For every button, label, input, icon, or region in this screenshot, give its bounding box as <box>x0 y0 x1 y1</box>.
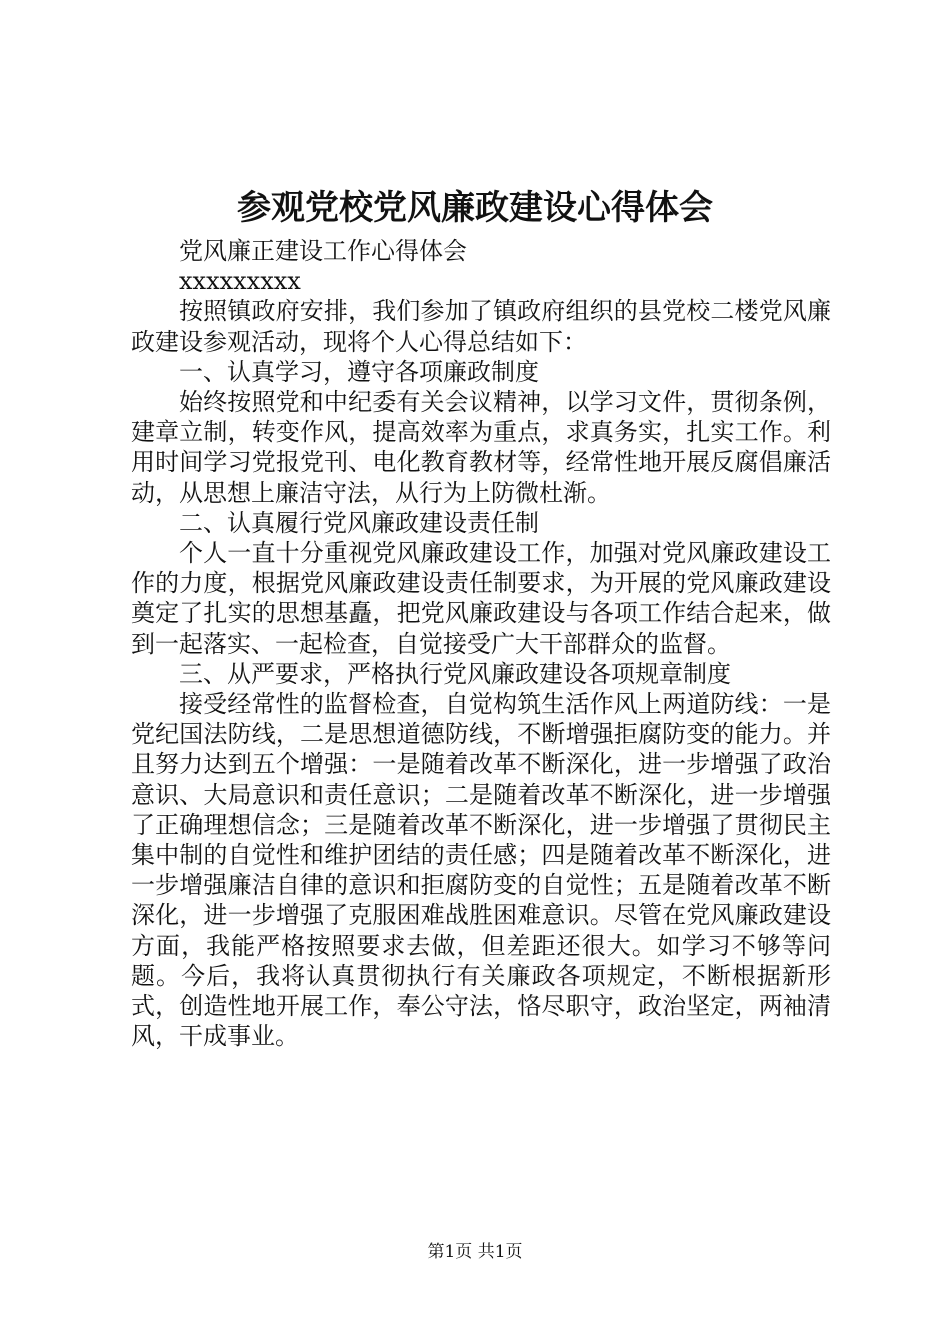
document-body <box>131 236 831 1051</box>
section-paragraph-1: 始终按照党和中纪委有关会议精神，以学习文件，贯彻条例，建章立制，转变作风，提高效率为重点，求真务实，扎实工作。利用时间学习党报党刊、电化教育教材等，经常性地开展反腐倡廉活动，从思想上廉洁守法，从行为上防微杜渐。 <box>131 388 831 507</box>
section-heading-3: 三、从严要求，严格执行党风廉政建设各项规章制度 <box>179 659 731 688</box>
author-placeholder: xxxxxxxxx <box>179 267 301 296</box>
section-heading-1: 一、认真学习，遵守各项廉政制度 <box>179 357 539 386</box>
page-number-footer: 第1页 共1页 <box>427 1242 523 1262</box>
section-paragraph-3: 接受经常性的监督检查，自觉构筑生活作风上两道防线：一是党纪国法防线，二是思想道德防线，不断增强拒腐防变的能力。并且努力达到五个增强：一是随着改革不断深化，进一步增强了政治意识、大局意识和责任意识；二是随着改革不断深化，进一步增强了正确理想信念；三是随着改革不断深化，进一步增强了贯彻民主集中制的自觉性和维护团结的责任感；四是随着改革不断深化，进一步增强廉洁自律的意识和拒腐防变的自觉性；五是随着改革不断深化，进一步增强了克服困难战胜困难意识。尽管在党风廉政建设方面，我能严格按照要求去做，但差距还很大。如学习不够等问题。今后，我将认真贯彻执行有关廉政各项规定，不断根据新形式，创造性地开展工作，奉公守法，恪尽职守，政治坚定，两袖清风，干成事业。 <box>131 690 831 1051</box>
intro-paragraph: 按照镇政府安排，我们参加了镇政府组织的县党校二楼党风廉政建设参观活动，现将个人心得总结如下： <box>131 297 831 356</box>
subtitle-paragraph: 党风廉正建设工作心得体会 <box>179 237 467 265</box>
document-title: 参观党校党风廉政建设心得体会 <box>237 188 713 228</box>
section-heading-2: 二、认真履行党风廉政建设责任制 <box>179 508 539 537</box>
section-paragraph-2: 个人一直十分重视党风廉政建设工作，加强对党风廉政建设工作的力度，根据党风廉政建设责任制要求，为开展的党风廉政建设奠定了扎实的思想基矗，把党风廉政建设与各项工作结合起来，做到一起落实、一起检查，自觉接受广大干部群众的监督。 <box>131 539 831 658</box>
